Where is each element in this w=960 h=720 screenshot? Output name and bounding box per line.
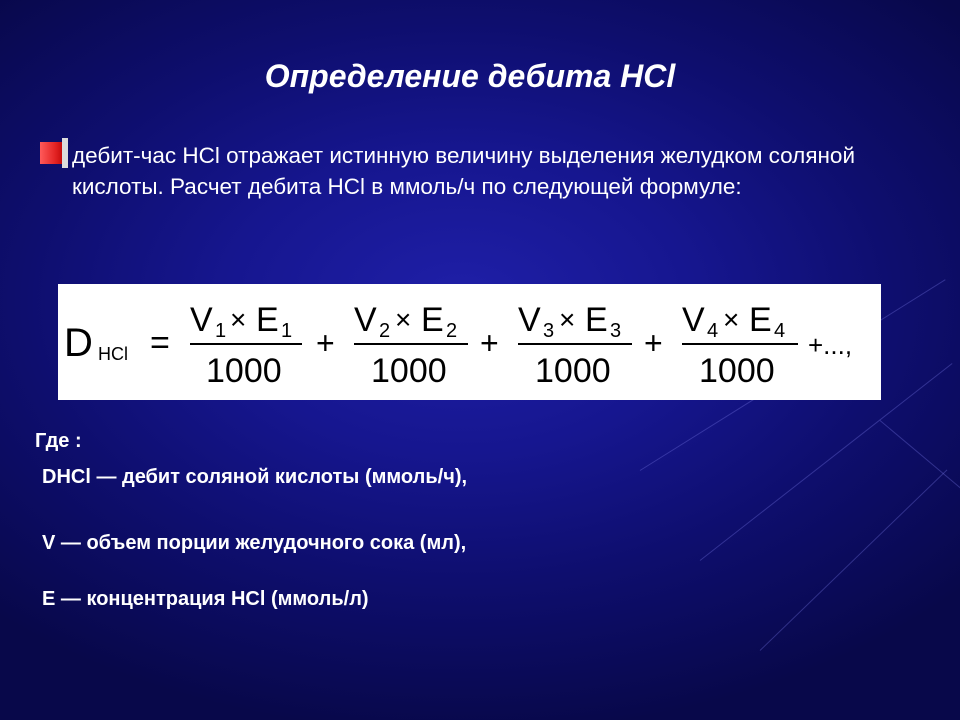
formula-plus-1: + <box>316 325 335 361</box>
formula-plus-2: + <box>480 325 499 361</box>
where-label: Где : <box>35 430 82 452</box>
term-4-fraction-bar <box>682 343 798 345</box>
formula-box <box>58 284 881 400</box>
term-3-e: E <box>585 301 608 339</box>
term-2-v-sub: 2 <box>379 320 391 342</box>
term-4-e-sub: 4 <box>774 320 786 342</box>
term-4-v: V <box>682 301 705 339</box>
term-1-fraction-bar <box>190 343 302 345</box>
definition-dhcl: DHCl — дебит соляной кислоты (ммоль/ч), <box>42 466 468 488</box>
term-1-e-sub: 1 <box>281 320 293 342</box>
background-streak <box>880 420 960 498</box>
term-1-times: × <box>230 304 247 335</box>
term-4-v-sub: 4 <box>707 320 719 342</box>
formula-tail: +..., <box>808 330 853 360</box>
formula-term-3 <box>518 301 632 390</box>
term-3-v-sub: 3 <box>543 320 555 342</box>
term-4-times: × <box>723 304 740 335</box>
term-1-v-sub: 1 <box>215 320 227 342</box>
term-3-times: × <box>559 304 576 335</box>
slide-title: Определение дебита HCl <box>264 58 676 94</box>
definition-e: E — концентрация HCl (ммоль/л) <box>42 588 369 610</box>
formula-term-1 <box>190 301 302 390</box>
definition-v: V — объем порции желудочного сока (мл), <box>42 532 467 554</box>
term-2-denominator: 1000 <box>371 352 447 390</box>
formula-lhs-d: D <box>64 321 93 365</box>
term-1-denominator: 1000 <box>206 352 282 390</box>
formula-term-4 <box>682 301 798 390</box>
formula-plus-3: + <box>644 325 663 361</box>
formula-term-2 <box>354 301 468 390</box>
term-4-denominator: 1000 <box>699 352 775 390</box>
term-3-denominator: 1000 <box>535 352 611 390</box>
term-2-v: V <box>354 301 377 339</box>
term-4-e: E <box>749 301 772 339</box>
formula-equals: = <box>150 324 170 362</box>
term-3-fraction-bar <box>518 343 632 345</box>
term-2-e-sub: 2 <box>446 320 458 342</box>
term-3-e-sub: 3 <box>610 320 622 342</box>
term-2-times: × <box>395 304 412 335</box>
term-1-v: V <box>190 301 213 339</box>
term-1-e: E <box>256 301 279 339</box>
bullet-bar <box>62 138 68 168</box>
body-paragraph: дебит-час HCl отражает истинную величину выделения желудком соляной кислоты. Расчет дебита HCl в ммоль/ч по следующей формуле: <box>72 143 856 199</box>
formula-lhs-sub: HCl <box>98 344 128 364</box>
term-3-v: V <box>518 301 541 339</box>
background-streak <box>760 470 948 651</box>
term-2-fraction-bar <box>354 343 468 345</box>
term-2-e: E <box>421 301 444 339</box>
